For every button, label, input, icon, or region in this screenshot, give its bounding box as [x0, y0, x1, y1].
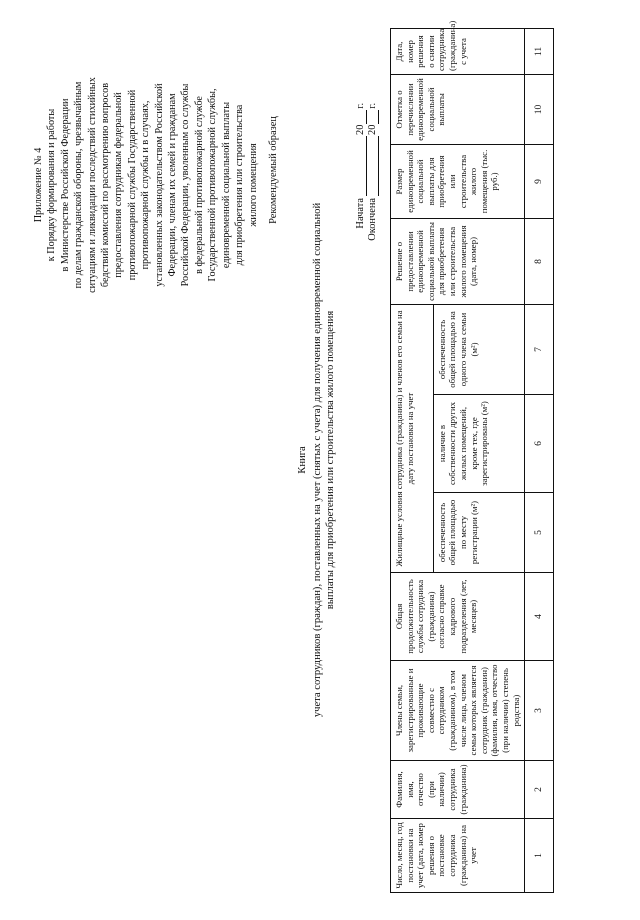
appendix-line: по делам гражданской обороны, чрезвычайным	[73, 81, 85, 289]
book-subtitle-line: учета сотрудников (граждан), поставленных на учет (снятых с учета) для получения единовременной социальной	[312, 202, 323, 718]
appendix-line: Российской Федерации, уволенным со службы	[180, 83, 192, 287]
book-title: Книга	[297, 446, 308, 474]
column-header: Решение о предоставлении единовременной социальной выплаты для приобретения или строительства жилого помещения (дата, номер)	[391, 218, 525, 304]
column-number: 8	[525, 218, 554, 304]
column-number: 9	[525, 144, 554, 218]
column-number: 1	[525, 819, 554, 893]
column-header: Члены семьи, зарегистрированные и проживающие совместно с сотрудником (гражданином), в том числе лица, членом семьи которых является сотрудник (гражданин) (фамилия, имя, отчество (при наличии) степень родства)	[391, 661, 525, 761]
column-header: Размер единовременной социальной выплаты для приобретения или строительства жилого помещения (тыс. руб.)	[391, 144, 525, 218]
column-number: 3	[525, 661, 554, 761]
start-date-row	[355, 22, 367, 252]
column-header: обеспеченность общей площадью по месту регистрации (м²)	[433, 493, 524, 573]
column-number: 5	[525, 493, 554, 573]
end-date-row	[367, 22, 379, 252]
appendix-line: единовременной социальной выплаты	[220, 101, 232, 269]
appendix-line: Федерации, членам их семей и гражданам	[167, 93, 179, 277]
start-year-blank	[356, 110, 367, 124]
column-group-header: Жилищные условия сотрудника (гражданина) и членов его семьи на дату постановки на учет	[391, 304, 434, 572]
appendix-line: противопожарной службы и в случаях,	[140, 100, 152, 270]
column-number: 4	[525, 573, 554, 661]
year-prefix: 20	[355, 124, 366, 135]
appendix-line: установленных законодательством Российской	[153, 83, 165, 287]
column-numbers-row	[525, 28, 554, 892]
appendix-line: ситуациям и ликвидации последствий стихийных	[86, 77, 98, 293]
appendix-line: жилого помещения	[247, 143, 259, 227]
book-dates	[355, 22, 379, 252]
column-number: 6	[525, 395, 554, 493]
recommended-sample-label: Рекомендуемый образец	[268, 116, 279, 224]
start-date-blank	[356, 136, 367, 196]
column-number: 10	[525, 74, 554, 144]
column-header: Дата, номер решения о снятии сотрудника (гражданина) с учета	[391, 28, 525, 74]
end-year-blank	[368, 110, 379, 124]
book-subtitle	[311, 140, 338, 780]
appendix-header	[32, 35, 260, 335]
registration-table	[390, 20, 554, 893]
appendix-line: бедствий комиссий по рассмотрению вопросов	[100, 82, 112, 288]
year-suffix: г.	[367, 102, 378, 109]
column-header: Фамилия, имя, отчество (при наличии) сотрудника (гражданина)	[391, 761, 525, 819]
appendix-line: в федеральной противопожарной службе	[193, 96, 205, 274]
appendix-line: Государственной противопожарной службы,	[207, 88, 219, 282]
table-header-row	[391, 28, 434, 892]
column-number: 7	[525, 304, 554, 394]
column-header: Отметка о перечислении единовременной социальной выплаты	[391, 74, 525, 144]
book-subtitle-line: выплаты для приобретения или строительства жилого помещения	[325, 310, 337, 610]
column-header: обеспеченность общей площадью на одного члена семьи (м²)	[433, 304, 524, 394]
start-date-label: Начата	[355, 198, 366, 229]
column-number: 2	[525, 761, 554, 819]
appendix-line: к Порядку формирования и работы	[46, 108, 58, 262]
year-suffix: г.	[355, 102, 366, 109]
column-number: 11	[525, 28, 554, 74]
end-date-label: Окончена	[367, 198, 378, 241]
appendix-title: Приложение № 4	[33, 147, 44, 223]
column-header: Число, месяц, год постановки на учет (дата, номер решения о постановке сотрудника (гражданина) на учет	[391, 819, 525, 893]
column-header: Общая продолжительность службы сотрудника (гражданина) согласно справке кадрового подразделения (лет, месяцев)	[391, 573, 525, 661]
appendix-line: предоставления сотрудникам федеральной	[113, 92, 125, 278]
appendix-line: противопожарной службы Государственной	[126, 89, 138, 281]
year-prefix: 20	[367, 124, 378, 135]
appendix-line: в Министерстве Российской Федерации	[59, 98, 71, 272]
appendix-line: для приобретения или строительства	[234, 104, 246, 266]
column-header: наличие в собственности других жилых помещений, кроме тех, где зарегистрированы (м²)	[433, 395, 524, 493]
end-date-blank	[368, 136, 379, 196]
